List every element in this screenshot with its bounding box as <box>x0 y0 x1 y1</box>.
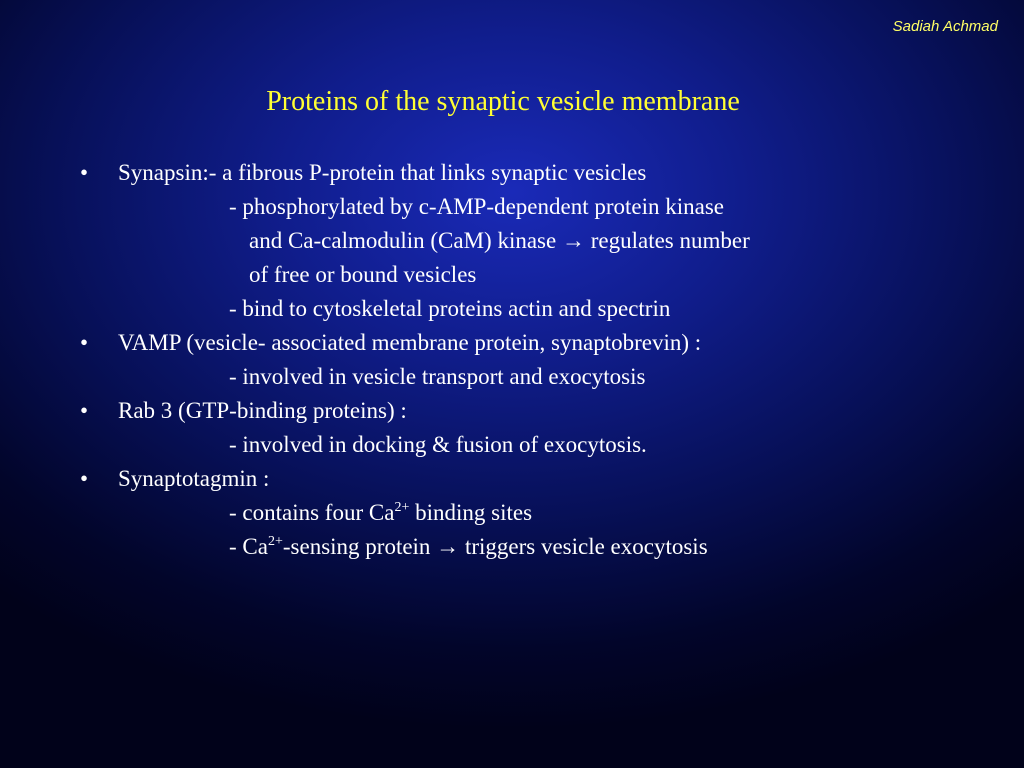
sub-item: - phosphorylated by c-AMP-dependent protein kinase <box>229 194 725 219</box>
sub-item-continued: of free or bound vesicles <box>249 262 477 287</box>
bullet-synapsin: Synapsin:- a fibrous P-protein that links synaptic vesicles <box>118 160 647 185</box>
bullet-dot: • <box>80 398 89 423</box>
author-credit: Sadiah Achmad <box>892 18 998 35</box>
bullet-dot: • <box>80 160 89 185</box>
bullet-rab3: Rab 3 (GTP-binding proteins) : <box>118 398 407 423</box>
slide-title: Proteins of the synaptic vesicle membrane <box>266 86 740 117</box>
sub-item-continued: and Ca-calmodulin (CaM) kinase → regulates number <box>249 228 750 253</box>
bullet-vamp: VAMP (vesicle- associated membrane protein, synaptobrevin) : <box>118 330 702 355</box>
bullet-dot: • <box>80 466 89 491</box>
bullet-dot: • <box>80 330 89 355</box>
sub-item: - contains four $Ca^{2+}$ binding sites <box>229 500 533 525</box>
sub-item: - $Ca^{2+}$-sensing protein → triggers vesicle exocytosis <box>229 534 708 559</box>
bullet-synaptotagmin: Synaptotagmin : <box>118 466 270 491</box>
sub-item: - involved in vesicle transport and exocytosis <box>229 364 646 389</box>
sub-item: - bind to cytoskeletal proteins actin and spectrin <box>229 296 671 321</box>
sub-item: - involved in docking & fusion of exocytosis. <box>229 432 647 457</box>
arrow-icon: → <box>436 534 460 559</box>
arrow-icon: → <box>561 228 585 253</box>
